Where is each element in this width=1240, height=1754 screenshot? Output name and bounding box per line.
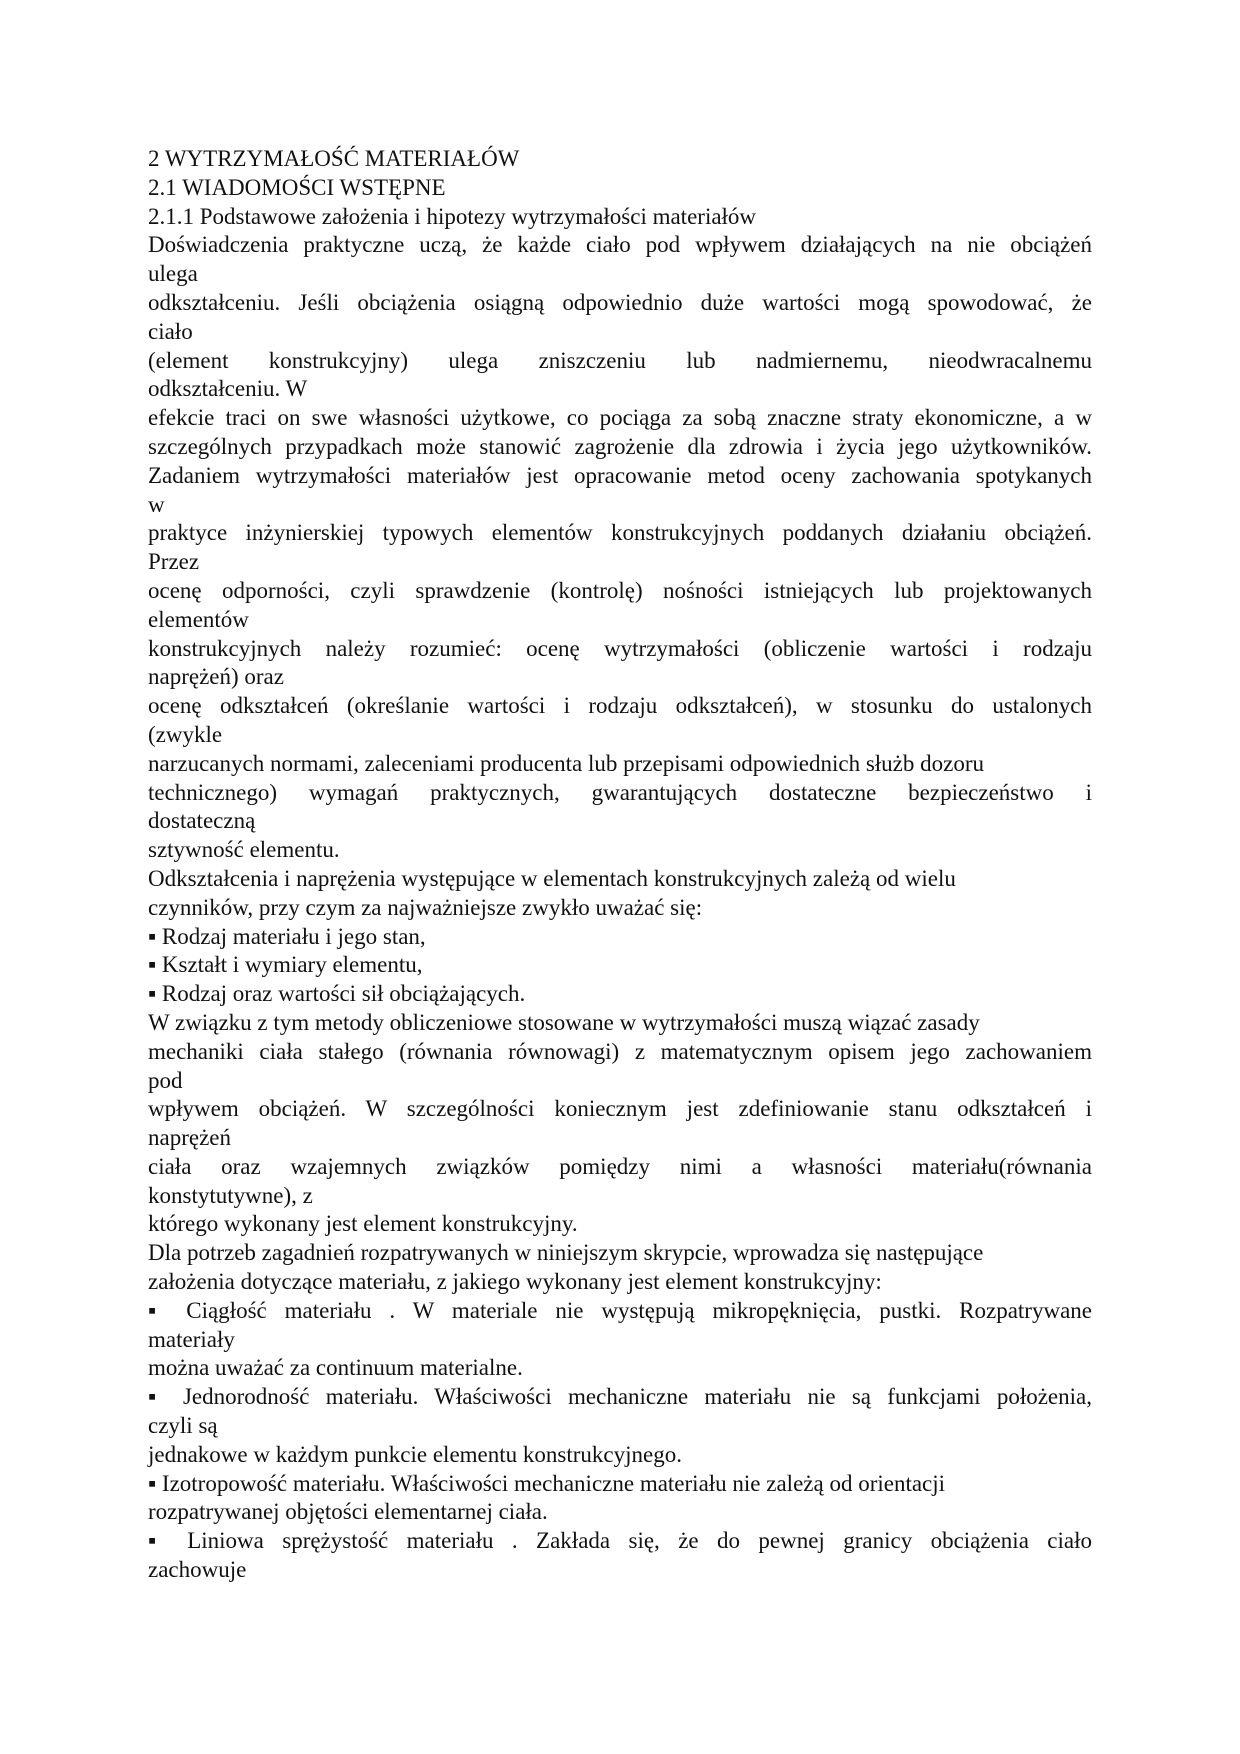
text-line: czyli są [148,1413,218,1439]
text-line: zachowuje [148,1557,247,1583]
text-line: ciała oraz wzajemnych związków pomiędzy nimi a własności materiału(równania [148,1153,1092,1179]
text-line: czynników, przy czym za najważniejsze zwykło uważać się: [148,894,703,920]
text-line: Dla potrzeb zagadnień rozpatrywanych w niniejszym skrypcie, wprowadza się następujące [148,1240,984,1266]
text-line: technicznego) wymagań praktycznych, gwarantujących dostateczne bezpieczeństwo i [148,779,1092,805]
list-item: ▪ Rodzaj oraz wartości sił obciążających. [148,981,526,1007]
text-line: Zadaniem wytrzymałości materiałów jest opracowanie metod oceny zachowania spotykanych [148,462,1092,488]
text-line: konstrukcyjnych należy rozumieć: ocenę wytrzymałości (obliczenie wartości i rodzaju [148,635,1092,661]
list-item: ▪ Ciągłość materiału . W materiale nie występują mikropęknięcia, pustki. Rozpatrywane [148,1297,1092,1323]
text-line: można uważać za continuum materialne. [148,1355,523,1381]
text-line: praktyce inżynierskiej typowych elementów konstrukcyjnych poddanych działaniu obciążeń. [148,520,1092,546]
text-line: szczególnych przypadkach może stanowić zagrożenie dla zdrowia i życia jego użytkowników. [148,433,1092,459]
text-line: jednakowe w każdym punkcie elementu konstrukcyjnego. [148,1441,682,1467]
text-line: Przez [148,549,200,575]
text-line: dostateczną [148,808,256,834]
text-line: rozpatrywanej objętości elementarnej ciała. [148,1499,548,1525]
text-line: ulega [148,261,198,287]
text-line: W związku z tym metody obliczeniowe stosowane w wytrzymałości muszą wiązać zasady [148,1009,980,1035]
text-line: materiały [148,1326,235,1352]
text-line: założenia dotyczące materiału, z jakiego wykonany jest element konstrukcyjny: [148,1269,882,1295]
document-page [148,145,1092,1585]
text-line: (zwykle [148,721,223,747]
chapter-heading: 2 WYTRZYMAŁOŚĆ MATERIAŁÓW [148,146,520,171]
text-line: ocenę odkształceń (określanie wartości i rodzaju odkształceń), w stosunku do ustalonych [148,693,1092,719]
text-line: ciało [148,318,193,344]
text-line: którego wykonany jest element konstrukcyjny. [148,1211,578,1237]
list-item: ▪ Jednorodność materiału. Właściwości mechaniczne materiału nie są funkcjami położenia, [148,1384,1092,1410]
text-line: w [148,491,165,517]
section-heading: 2.1 WIADOMOŚCI WSTĘPNE [148,174,446,200]
text-line: mechaniki ciała stałego (równania równowagi) z matematycznym opisem jego zachowaniem [148,1038,1092,1064]
text-line: naprężeń [148,1125,231,1151]
text-line: odkształceniu. W [148,376,308,402]
text-line: (element konstrukcyjny) ulega zniszczeniu lub nadmiernemu, nieodwracalnemu [148,347,1092,373]
text-line: wpływem obciążeń. W szczególności koniecznym jest zdefiniowanie stanu odkształceń i [148,1096,1092,1122]
text-line: Odkształcenia i naprężenia występujące w elementach konstrukcyjnych zależą od wielu [148,865,956,891]
text-line: ocenę odporności, czyli sprawdzenie (kontrolę) nośności istniejących lub projektowanych [148,577,1092,603]
subsection-heading: 2.1.1 Podstawowe założenia i hipotezy wytrzymałości materiałów [148,203,757,229]
text-line: Doświadczenia praktyczne uczą, że każde ciało pod wpływem działających na nie obciążeń [148,232,1092,258]
text-line: konstytutywne), z [148,1182,313,1208]
text-line: pod [148,1067,183,1093]
text-line: naprężeń) oraz [148,664,284,690]
text-line: odkształceniu. Jeśli obciążenia osiągną odpowiednio duże wartości mogą spowodować, że [148,289,1092,315]
list-item: ▪ Liniowa sprężystość materiału . Zakłada się, że do pewnej granicy obciążenia ciało [148,1528,1092,1554]
text-line: sztywność elementu. [148,837,340,863]
text-line: elementów [148,606,249,632]
list-item: ▪ Kształt i wymiary elementu, [148,952,423,978]
text-line: efekcie traci on swe własności użytkowe, co pociąga za sobą znaczne straty ekonomiczne, a w [148,405,1092,431]
list-item: ▪ Rodzaj materiału i jego stan, [148,923,426,949]
text-line: narzucanych normami, zaleceniami producenta lub przepisami odpowiednich służb dozoru [148,750,984,776]
list-item: ▪ Izotropowość materiału. Właściwości mechaniczne materiału nie zależą od orientacji [148,1470,946,1496]
